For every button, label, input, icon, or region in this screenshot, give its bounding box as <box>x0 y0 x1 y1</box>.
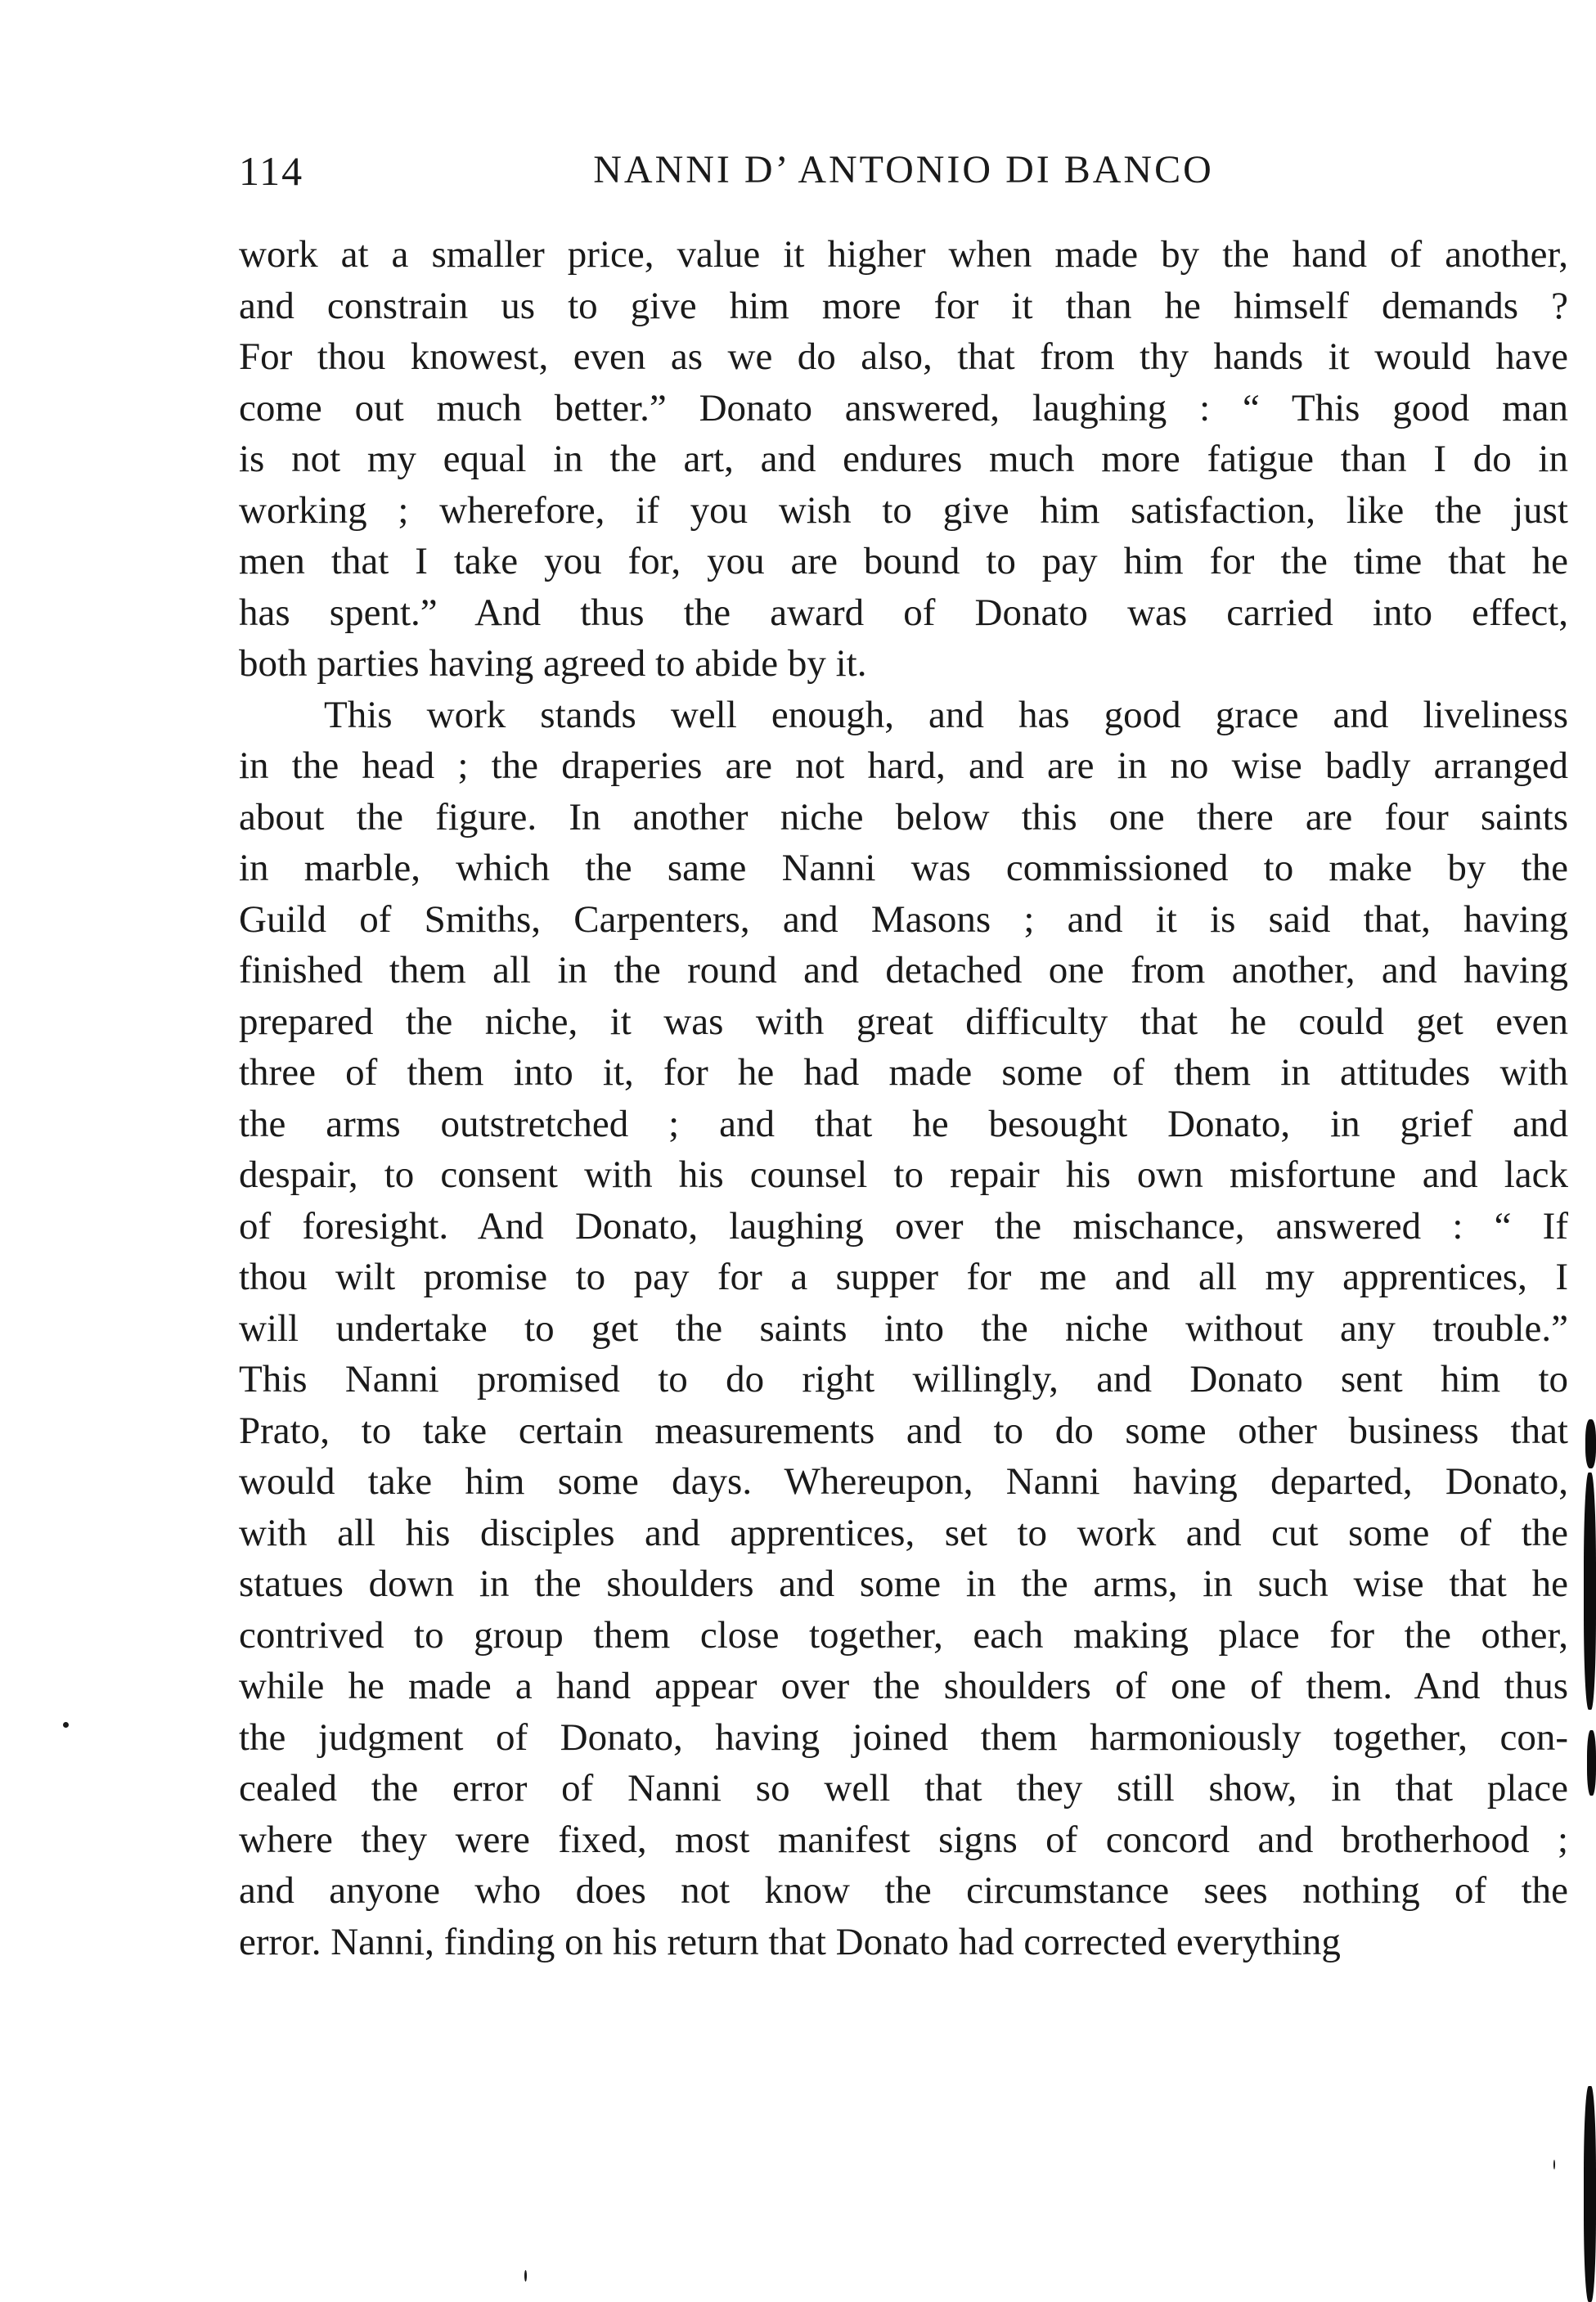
text-line: cealed the error of Nanni so well that they still show, in that place <box>239 1767 1568 1810</box>
text-line: will undertake to get the saints into the niche without any trouble.” <box>239 1306 1568 1350</box>
text-line: thou wilt promise to pay for a supper for me and all my apprentices, I <box>239 1256 1568 1298</box>
text-line: prepared the niche, it was with great difficulty that he could get even <box>239 1000 1568 1043</box>
text-line: Prato, to take certain measurements and to do some other business that <box>239 1409 1568 1452</box>
text-line: work at a smaller price, value it higher when made by the hand of another, <box>239 233 1568 276</box>
text-line: come out much better.” Donato answered, laughing : “ This good man <box>239 386 1568 429</box>
scan-ink-mark <box>1584 2086 1596 2302</box>
text-line: working ; wherefore, if you wish to give him satisfaction, like the just <box>239 488 1568 532</box>
text-line: in marble, which the same Nanni was commissioned to make by the <box>239 847 1568 889</box>
page-number: 114 <box>239 148 304 194</box>
text-line: despair, to consent with his counsel to repair his own misfortune and lack <box>239 1153 1568 1196</box>
text-line: where they were fixed, most manifest signs of concord and brotherhood ; <box>239 1818 1568 1861</box>
scan-ink-mark <box>1584 1472 1596 1710</box>
text-line: both parties having agreed to abide by it. <box>239 642 867 685</box>
text-line: has spent.” And thus the award of Donato was carried into effect, <box>239 591 1568 634</box>
scan-speck <box>1553 2160 1555 2169</box>
text-line: error. Nanni, finding on his return that Donato had corrected everything <box>239 1920 1341 1963</box>
text-line: For thou knowest, even as we do also, that from thy hands it would have <box>239 335 1568 378</box>
text-line: This Nanni promised to do right willingly, and Donato sent him to <box>239 1358 1568 1401</box>
text-line: and constrain us to give him more for it than he himself demands ? <box>239 284 1568 327</box>
paragraph-first-line: This work stands well enough, and has good grace and liveliness <box>324 693 1568 736</box>
scan-speck <box>524 2270 527 2282</box>
scan-ink-mark <box>1587 1730 1596 1796</box>
running-head <box>239 147 1568 205</box>
text-line: the arms outstretched ; and that he besought Donato, in grief and <box>239 1102 1568 1145</box>
text-line: in the head ; the draperies are not hard, and are in no wise badly arranged <box>239 744 1568 787</box>
text-line: while he made a hand appear over the shoulders of one of them. And thus <box>239 1665 1568 1707</box>
text-line: of foresight. And Donato, laughing over the mischance, answered : “ If <box>239 1204 1568 1248</box>
text-line: and anyone who does not know the circumstance sees nothing of the <box>239 1869 1568 1912</box>
text-line: Guild of Smiths, Carpenters, and Masons ; and it is said that, having <box>239 897 1568 941</box>
text-line: men that I take you for, you are bound to pay him for the time that he <box>239 540 1568 582</box>
text-line: the judgment of Donato, having joined them harmoniously together, con- <box>239 1715 1568 1759</box>
text-line: finished them all in the round and detached one from another, and having <box>239 949 1568 991</box>
body-text <box>239 229 1568 1967</box>
text-line: contrived to group them close together, each making place for the other, <box>239 1613 1568 1657</box>
text-line: about the figure. In another niche below this one there are four saints <box>239 795 1568 839</box>
scan-ink-mark <box>1585 1419 1596 1468</box>
running-title: NANNI D’ ANTONIO DI BANCO <box>593 148 1214 191</box>
text-line: with all his disciples and apprentices, set to work and cut some of the <box>239 1511 1568 1554</box>
text-line: is not my equal in the art, and endures much more fatigue than I do in <box>239 438 1568 480</box>
text-line: statues down in the shoulders and some in the arms, in such wise that he <box>239 1562 1568 1605</box>
text-line: three of them into it, for he had made some of them in attitudes with <box>239 1051 1568 1094</box>
scan-speck <box>63 1722 69 1728</box>
text-line: would take him some days. Whereupon, Nanni having departed, Donato, <box>239 1460 1568 1503</box>
